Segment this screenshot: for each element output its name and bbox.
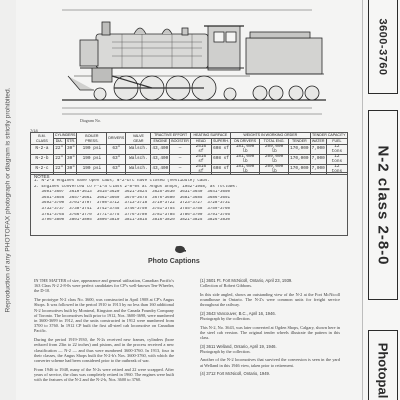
note-line: 3651-3656 3657-3661 3662-3669 3670-3675 3676-3680 3681-3685 3686-3691 (34, 195, 231, 200)
col-header: BOILER PRESS. (77, 133, 107, 145)
col-header: WATER (311, 139, 325, 144)
spec-cell: 2516 sf (190, 155, 211, 165)
caption-heading: (2) 3643 Vancouver, B.C., April 16, 1946. (200, 310, 276, 316)
spec-cell: 30" (65, 165, 77, 175)
spec-cell: 2516 sf (190, 165, 211, 175)
spec-cell: 12 tons (326, 145, 347, 155)
group-header: TENDER CAPACITY (312, 133, 346, 138)
spec-cell: 2516 sf (190, 145, 211, 155)
group-header: TRACTIVE EFFORT (151, 133, 190, 139)
spec-cell: 22" (53, 165, 65, 175)
spec-cell: 22" (53, 155, 65, 165)
col-header: STR. (66, 139, 76, 144)
caption-body: This N-2, No. 3643, was later converted at Ogden Shops, Calgary, shown here in the steel cab version. The original tender wheels illustrate the pattern in this class. (200, 324, 340, 340)
col-header: BOOSTER (171, 139, 189, 144)
history-paragraph: From 1946 to 1948, many of the N-2s were retired and 22 were scrapped. After years of service, the class was completely retired in 1960. The engines were built with the features of the N-2 and the N-2-b, Nos. 3600 to 3760. (34, 366, 174, 383)
group-header: CYLINDERS (54, 133, 76, 138)
sidebar (362, 0, 400, 400)
spec-cell: 63" (107, 145, 126, 155)
spec-cell: 12 tons (326, 165, 347, 175)
spec-cell: 209,000 lb (260, 165, 289, 175)
col-header: TENDER (289, 139, 310, 145)
col-header: SUPERH. (212, 139, 229, 144)
caption-entry (200, 325, 340, 341)
spec-table (30, 132, 348, 175)
spec-cell: 7,000 (310, 155, 326, 165)
spec-cell: 43,400 (151, 155, 170, 165)
note-line: 1. N-2-a engines have open cabs; N-2-b/c have closed (vestibule) cabs. (34, 179, 210, 183)
spec-cell: N-2-a (31, 145, 54, 155)
reproduction-notice: Reproduction of any PHOTOFAX photograph or diagram is strictly prohibited. (4, 87, 12, 313)
photo-captions-title: Photo Captions (148, 258, 200, 265)
caption-body: Collection of Robert Gibbons. (200, 283, 253, 289)
caption-body: Another of the N-2 locomotives that survived the conversion is seen in the yard at Welland in this 1946 view, taken prior to retirement. (200, 357, 340, 368)
class-title-box (368, 110, 398, 300)
col-header: HEAD (190, 139, 211, 145)
spec-cell: 181,000 lb (230, 145, 259, 155)
spec-cell: 170,000 (289, 155, 310, 165)
caption-entry (200, 292, 340, 308)
caption-entry (200, 278, 340, 288)
spec-cell: 12 tons (326, 155, 347, 165)
col-header: FUEL (326, 139, 347, 145)
caption-entry (200, 311, 340, 321)
caption-entry (200, 344, 340, 354)
spec-cell: 63" (107, 165, 126, 175)
history-column (34, 278, 174, 386)
col-header: ENGINE (151, 139, 170, 145)
note-line: 3732-3737 3738-3741 3742-3745 3746-3750 3751-3754 3755-3758 3759-3760 (34, 206, 231, 211)
caption-entry (200, 371, 340, 376)
spec-cell: 43,400 (151, 145, 170, 155)
spec-cell: 7,000 (310, 165, 326, 175)
spec-cell: 209,000 lb (260, 145, 289, 155)
note-line: 3601-3607 3610-3613 3615-3620 3621-3624 3625-3630 3631-3640 3641-3650 (34, 190, 231, 195)
spec-cell: 190 psi (77, 165, 107, 175)
col-header: VALVE GEAR (126, 133, 151, 145)
spec-cell: 181,000 lb (230, 165, 259, 175)
notes-title: NOTES (34, 174, 50, 179)
notes-box (30, 172, 348, 236)
note-line: 3796-3800 3801-3805 3806-3810 3811-3815 3816-3820 3821-3825 3826-3830 (34, 218, 231, 223)
history-paragraph: IN THE MATTER of size, appearance and general utilization, Canadian Pacific's 163 Class N-2 2-8-0s were perfect candidates for CP's well-known Ten-Wheeler, the D-10. (34, 278, 174, 294)
spec-cell: 181,000 lb (230, 155, 259, 165)
history-paragraph: The prototype N-2 class No. 3600, was constructed in April 1908 at CP's Angus Shops. It was followed in the period 1910 to 1913 by no less than 160 additional N-2 locomotives built by Montreal, Kingston and the Canada Foundry Company of Toronto. The locomotives built prior to 1912, Nos. 3600-3698, were numbered in 3600-3699 in 1912, and the units constructed in 1912 were numbered from 3700 to 3760. In 1912 CP built the first all-steel cab locomotive on Canadian Pacific. (34, 297, 175, 334)
spec-row (31, 145, 348, 155)
col-header: ON DRIVERS (230, 139, 259, 145)
caption-heading: (3) 3611 Welland, Ontario, April 19, 1946. (200, 343, 277, 349)
caption-heading: (4) 3712 Fort McNicoll, Ontario, 1949. (200, 371, 271, 377)
col-header: DRIVERS (107, 133, 126, 145)
spec-cell: Walsch. (126, 145, 151, 155)
locomotive-diagram (22, 4, 348, 122)
col-header: TOTAL ENG. (260, 139, 289, 145)
spec-cell: 608 sf (211, 145, 230, 155)
spec-cell: 63" (107, 155, 126, 165)
group-header: HEATING SURFACE (190, 133, 230, 139)
spec-cell: 7,000 (310, 145, 326, 155)
spec-cell: — (170, 165, 191, 175)
section-title: Photopal (375, 342, 391, 398)
spec-cell: N-2-c (31, 165, 54, 175)
spec-cell: 30" (65, 145, 77, 155)
history-paragraph: During the period 1919-1930, the N-2s received new frames, cylinders (bore reduced from 23in to 22 inches) and pistons, and in the process received a new classification — N-2 — and thus were numbered 3600-3760. In 1913, four in their classes, the Angus Shops built the N-2-b's Nos. 3600-3760, with which the converter scheme had been considered prior to the outbreak of war. (34, 337, 174, 364)
spec-cell: 170,000 (289, 145, 310, 155)
spec-cell: 608 sf (211, 155, 230, 165)
reproduction-strip (0, 0, 16, 400)
diagram-label: Diagram No. (80, 118, 101, 123)
caption-entry (200, 357, 340, 367)
col-header: B.M. CLASS (31, 133, 54, 145)
note-line: 3761-3765 3766-3770 3771-3775 3776-3780 3781-3785 3786-3790 3791-3795 (34, 212, 231, 217)
number-range: 3600-3760 (377, 17, 390, 76)
caption-body: Photograph by the collection. (200, 348, 251, 354)
beaver-logo-icon (174, 244, 186, 254)
number-range-box (368, 0, 398, 94)
spec-cell: 22" (53, 145, 65, 155)
note-line: 2. Engines converted to F-1-a class 2-8-0s at Angus Shops, 1952-1958, as follows: (34, 184, 238, 189)
spec-cell: 608 sf (211, 165, 230, 175)
section-box (368, 330, 398, 400)
col-header: DIA. (53, 139, 65, 145)
spec-cell: 43,400 (151, 165, 170, 175)
spec-cell: — (170, 155, 191, 165)
caption-body: In this side angled, shows an outstanding view of the N-2 at the Fort McNicoll roundhouse in Ontario. The N-2's were common units for freight service throughout the railway. (200, 291, 340, 308)
group-header: WEIGHTS IN WORKING ORDER (230, 133, 310, 139)
spec-cell: 30" (65, 155, 77, 165)
caption-heading: (1) 3601 Ft. Fort McNicoll, Ontario, April 23, 1939. (200, 278, 293, 283)
spec-cell: 209,000 lb (260, 155, 289, 165)
scale-label: 7/18 (30, 128, 38, 133)
spec-cell: 190 psi (77, 155, 107, 165)
spec-cell: 170,000 (289, 165, 310, 175)
spec-cell: 190 psi (77, 145, 107, 155)
class-title: N-2 class 2-8-0 (374, 144, 392, 266)
spec-cell: N-2-b (31, 155, 54, 165)
note-line: 3692-3700 3701-3707 3708-3712 3713-3718 3719-3722 3723-3727 3728-3731 (34, 201, 231, 206)
spec-cell: — (170, 145, 191, 155)
caption-body: Photograph by the collection. (200, 316, 251, 321)
spec-row (31, 155, 348, 165)
spec-cell: Walsch. (126, 165, 151, 175)
spec-cell: Walsch. (126, 155, 151, 165)
captions-column (200, 278, 340, 380)
